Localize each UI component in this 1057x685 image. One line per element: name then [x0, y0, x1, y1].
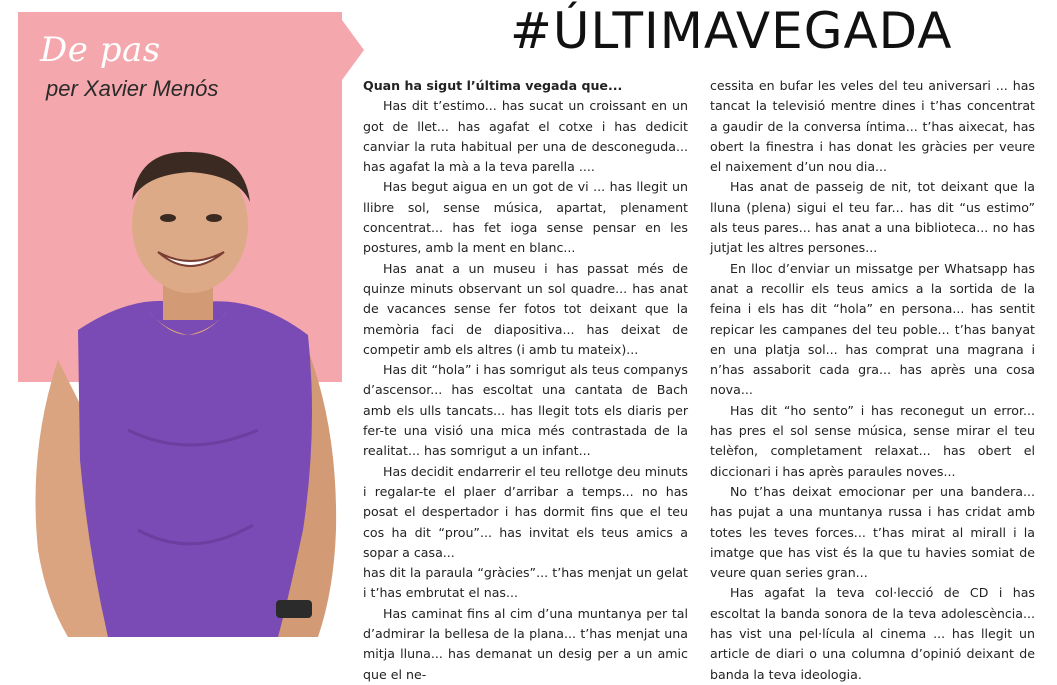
article-paragraph: Has anat de passeig de nit, tot deixant que la lluna (plena) sigui el teu far... has dit “us estimo” als teus pares... has anat a una biblioteca... no has jutjat les altres persones...: [710, 179, 1035, 256]
article-paragraph: Has begut aigua en un got de vi ... has llegit un llibre sol, sense música, apartat, plenament concentrat... has fet ioga sense pensar en les postures, amb la ment en blanc...: [363, 179, 688, 256]
article-paragraph: En lloc d’enviar un missatge per Whatsapp has anat a recollir els teus amics a la sortida de la feina i els has dit “hola” en persona... has sentit repicar les campanes del teu poble... t’has banyat en una platja sol... has comprat una magrana i n’has assaborit cada gra... has après una cosa nova...: [710, 260, 1035, 398]
article-paragraph: Has caminat fins al cim d’una muntanya per tal d’admirar la bellesa de la plana... t’has menjat una mitja lluna... has demanat un desig per a un amic que el ne-: [363, 605, 688, 682]
article-paragraph: Has decidit endarrerir el teu rellotge deu minuts i regalar-te el plaer d’arribar a temps... no has posat el despertador i has dormit fins que el teu cos ha dit “prou”... has invitat els teus amics a sopar a casa...: [363, 463, 688, 560]
article-paragraph: has dit la paraula “gràcies”... t’has menjat un gelat i t’has embrutat el nas...: [363, 565, 688, 601]
article-column-2: [710, 76, 1035, 685]
article-paragraph: cessita en bufar les veles del teu aniversari ... has tancat la televisió mentre dines i t’has concentrat a gaudir de la conversa íntima... t’has aixecat, has obert la finestra i has donat les gràcies per veure el naixement d’un nou dia...: [710, 78, 1035, 175]
article-paragraph: Has dit “ho sento” i has reconegut un error... has pres el sol sense música, sense mirar el teu telèfon, completament relaxat... has obert el diccionari i has après paraules noves...: [710, 402, 1035, 479]
article-lead: Quan ha sigut l’última vegada que...: [363, 78, 623, 93]
article-paragraph: Has dit “hola” i has somrigut als teus companys d’ascensor... has escoltat una cantata de Bach amb els ulls tancats... has llegit tots els diaris per fer-te una visió una mica més contrastada de la realitat... has somrigut a un infant...: [363, 362, 688, 459]
author-photo-illustration: [18, 130, 358, 637]
article-paragraph: Has dit t’estimo... has sucat un croissant en un got de llet... has agafat el cotxe i has dedicit canviar la ruta habitual per una de desconeguda... has agafat la mà a la teva parella ....: [363, 98, 688, 175]
article-column-1: [363, 76, 688, 685]
section-title: De pas: [40, 30, 161, 70]
author-photo: [18, 130, 358, 637]
article-headline: #ÚLTIMAVEGADA: [510, 2, 953, 60]
article-paragraph: Has agafat la teva col·lecció de CD i has escoltat la banda sonora de la teva adolescència... has vist una pel·lícula al cinema ... has llegit un article de diari o una columna d’opinió deixant de banda la teva ideologia.: [710, 585, 1035, 682]
author-byline: per Xavier Menós: [46, 76, 219, 101]
section-header-arrow: [342, 20, 364, 80]
article-paragraph: Has anat a un museu i has passat més de quinze minuts observant un sol quadre... has anat de vacances sense fer fotos tot deixant que la memòria faci de diapositiva... has deixat de competir amb els altres (i amb tu mateix)...: [363, 260, 688, 357]
article-paragraph: No t’has deixat emocionar per una bandera... has pujat a una muntanya russa i has cridat amb totes les teves forces... t’has mirat al mirall i la imatge que has vist és la que tu havies somiat de veure quan series gran...: [710, 483, 1035, 581]
